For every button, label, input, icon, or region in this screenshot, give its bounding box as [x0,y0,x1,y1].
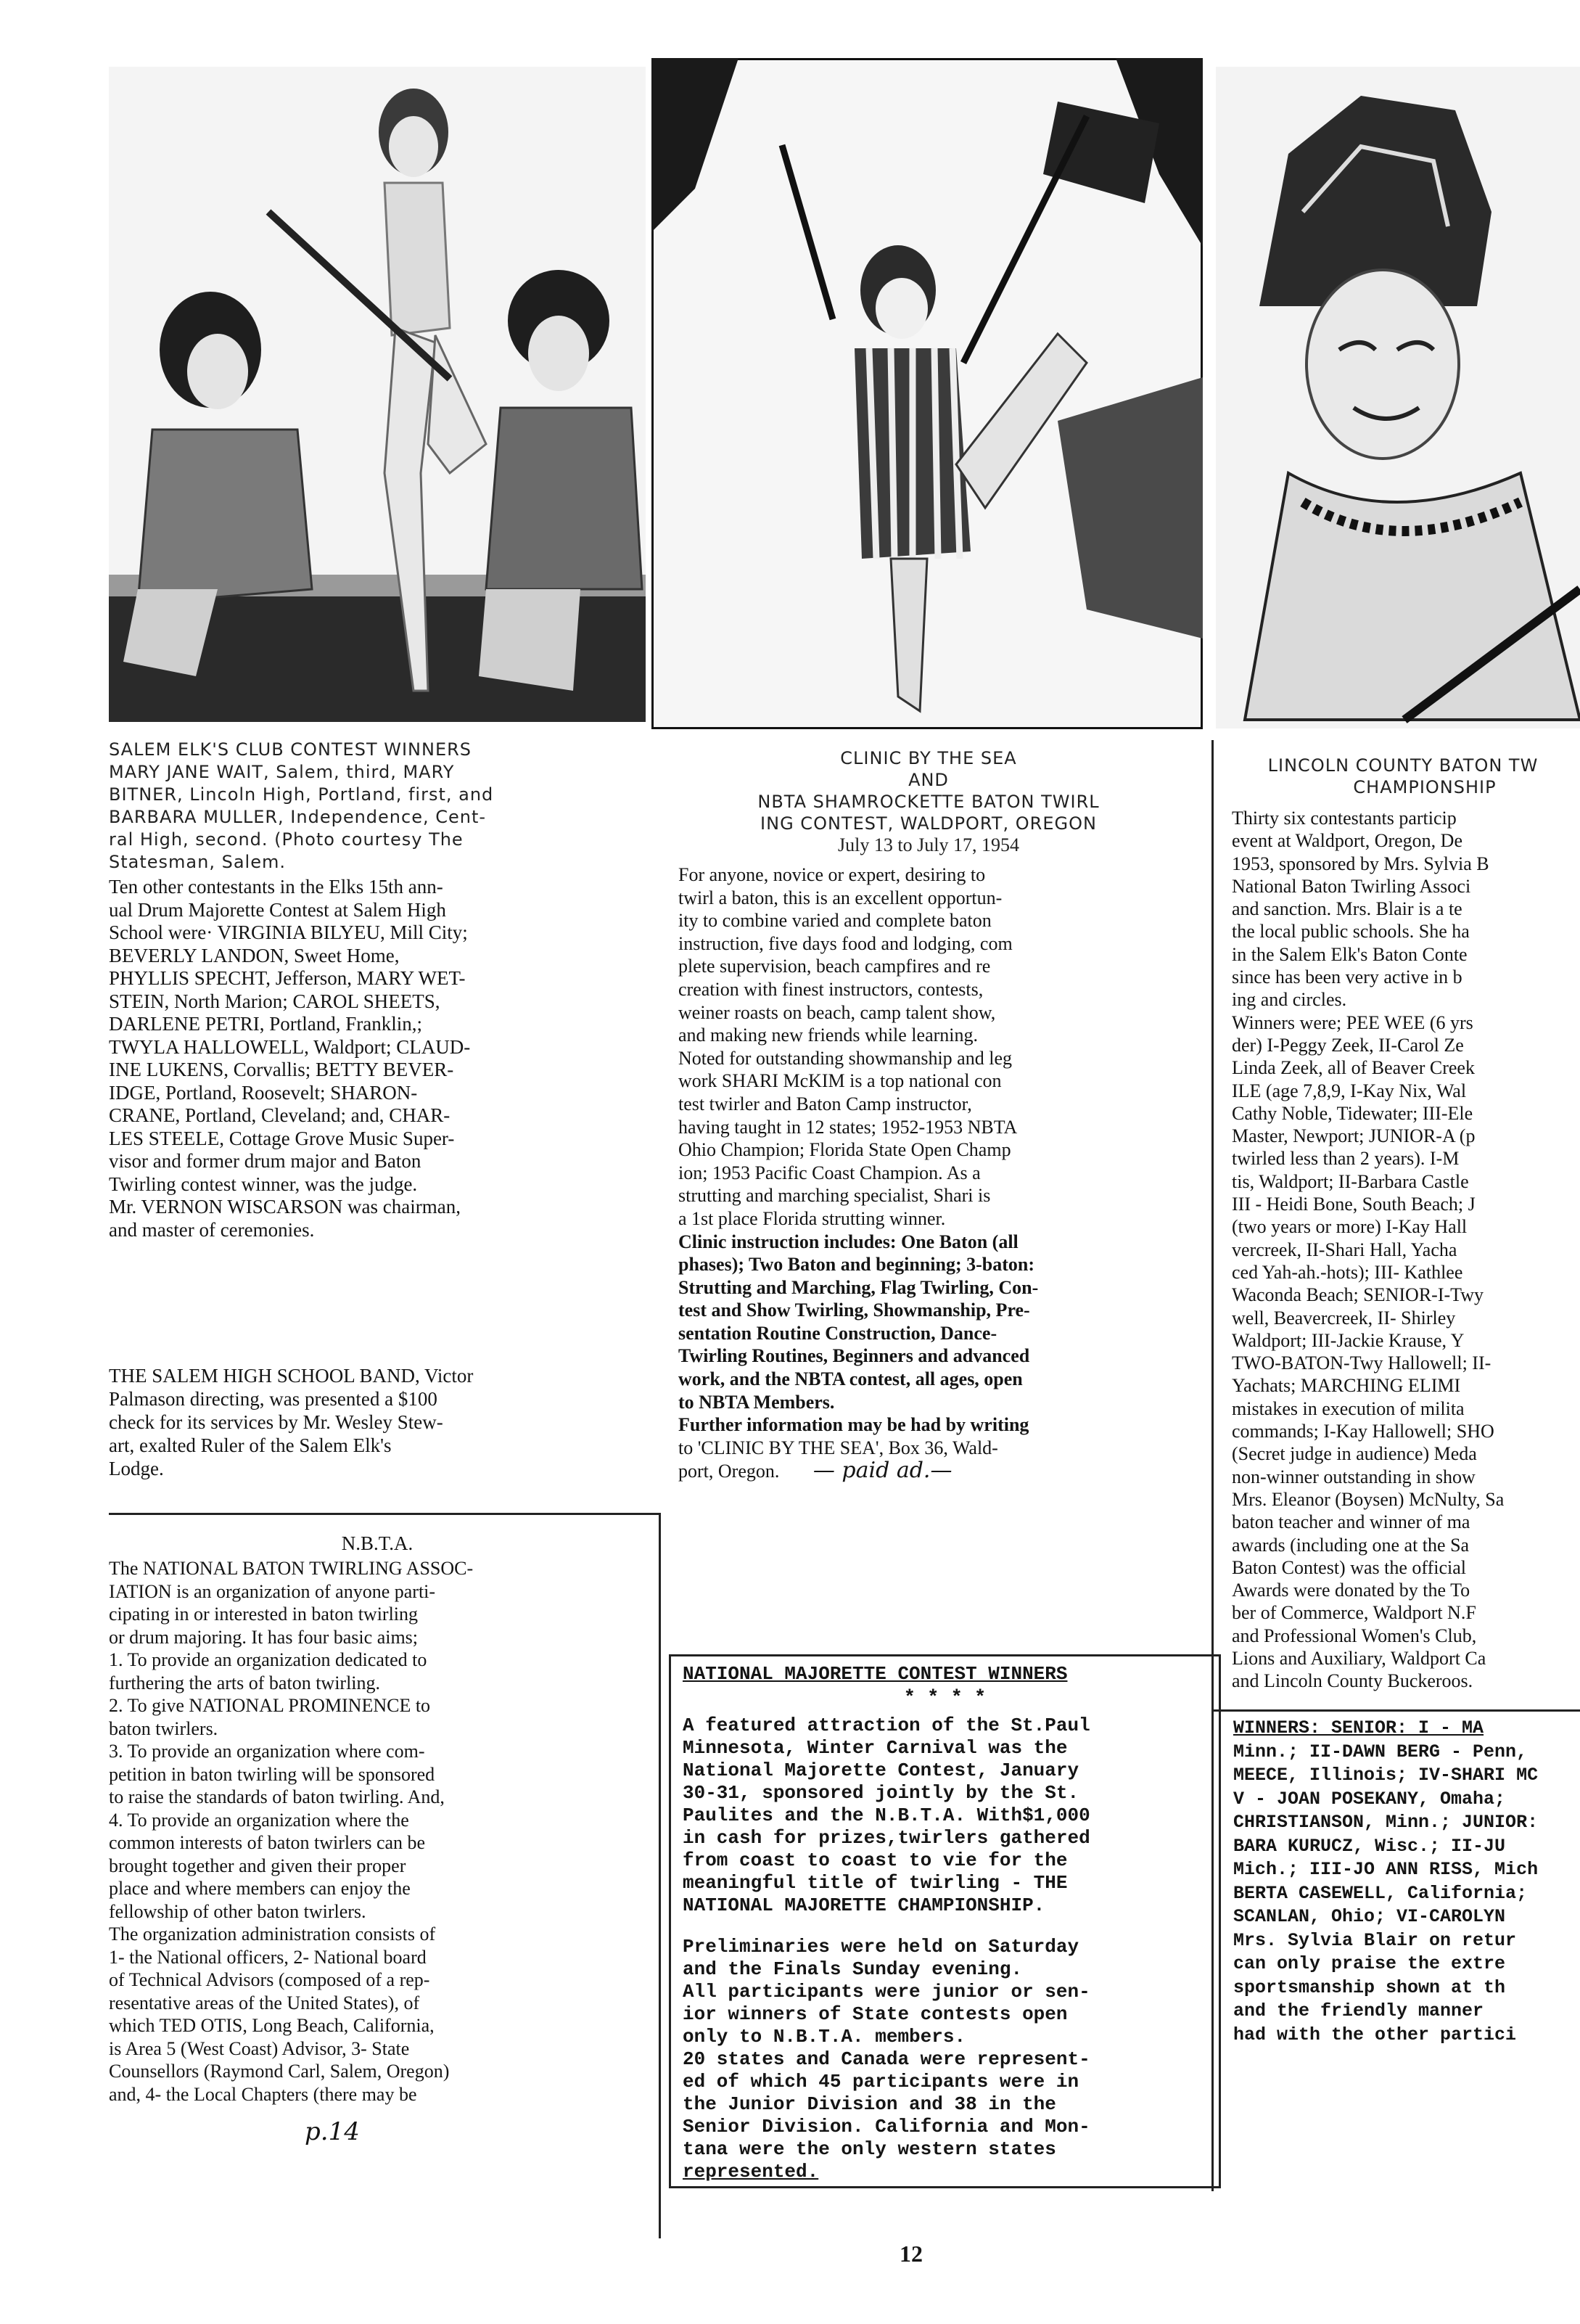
caption-line: BITNER, Lincoln High, Portland, first, and [109,784,494,805]
article-line: 20 states and Canada were represent- [683,2048,1090,2070]
caption-line: SALEM ELK'S CLUB CONTEST WINNERS [109,739,472,760]
article-line: well, Beavercreek, II- Shirley [1232,1307,1456,1329]
article-line: Linda Zeek, all of Beaver Creek [1232,1057,1475,1079]
title-line: July 13 to July 17, 1954 [838,834,1019,855]
title-line: CLINIC BY THE SEA [840,748,1017,768]
article-line: Senior Division. California and Mon- [683,2116,1090,2138]
article-line: Waconda Beach; SENIOR-I-Twy [1232,1284,1484,1306]
article-line: petition in baton twirling will be sponsored [109,1763,435,1785]
article-line: test twirler and Baton Camp instructor, [678,1093,972,1114]
article-line: Ohio Champion; Florida State Open Champ [678,1139,1011,1161]
article-line: ber of Commerce, Waldport N.F [1232,1602,1476,1624]
article-line: of Technical Advisors (composed of a rep- [109,1969,430,1990]
article-line: and, 4- the Local Chapters (there may be [109,2083,417,2105]
article-line: Twirling contest winner, was the judge. [109,1173,418,1195]
article-line: Waldport; III-Jackie Krause, Y [1232,1329,1465,1351]
lincoln-caption [1226,755,1580,798]
article-line: non-winner outstanding in show [1232,1466,1476,1487]
winners-line: BARA KURUCZ, Wisc.; II-JU [1233,1835,1506,1857]
article-line: Counsellors (Raymond Carl, Salem, Oregon) [109,2061,450,2082]
article-line: Preliminaries were held on Saturday [683,1936,1079,1958]
article-line: IDGE, Portland, Roosevelt; SHARON- [109,1081,418,1104]
article-line: ity to combine varied and complete baton [678,910,992,932]
article-line: CRANE, Portland, Cleveland; and, CHAR- [109,1104,450,1126]
article-line: TWYLA HALLOWELL, Waldport; CLAUD- [109,1035,471,1058]
article-line: ced Yah-ah.-hots); III- Kathlee [1232,1261,1463,1283]
article-line: Further information may be had by writing [678,1414,1029,1436]
article-line: A featured attraction of the St.Paul [683,1715,1090,1736]
winners-line: BERTA CASEWELL, California; [1233,1882,1528,1904]
article-line: Ten other contestants in the Elks 15th ann- [109,876,443,898]
article-line: Thirty six contestants particip [1232,808,1457,829]
winners-line: SCANLAN, Ohio; VI-CAROLYN [1233,1906,1506,1927]
article-line: Cathy Noble, Tidewater; III-Ele [1232,1102,1473,1124]
article-line: weiner roasts on beach, camp talent show, [678,1001,996,1023]
article-line: Clinic instruction includes: One Baton (all [678,1231,1019,1252]
article-line: Awards were donated by the To [1232,1580,1470,1601]
elks-article [109,876,646,1241]
lincoln-article [1232,807,1580,1693]
article-line: sentation Routine Construction, Dance- [678,1322,997,1344]
clinic-title [660,747,1197,856]
title-line: ING CONTEST, WALDPORT, OREGON [760,813,1097,834]
article-line: fellowship of other baton twirlers. [109,1900,366,1922]
caption-line: BARBARA MULLER, Independence, Cent- [109,807,487,827]
article-line: IATION is an organization of anyone parti- [109,1580,436,1602]
article-line: DARLENE PETRI, Portland, Franklin,; [109,1013,422,1035]
article-line: meaningful title of twirling - THE [683,1872,1068,1894]
article-line: STEIN, North Marion; CAROL SHEETS, [109,990,440,1012]
article-line: plete supervision, beach campfires and re [678,956,991,977]
article-line: Master, Newport; JUNIOR-A (p [1232,1125,1476,1147]
right-column-divider [1213,1709,1580,1712]
article-line: phases); Two Baton and beginning; 3-baton: [678,1254,1034,1276]
band-article [109,1364,646,1480]
winners-line: CHRISTIANSON, Minn.; JUNIOR: [1233,1812,1539,1833]
article-line: Twirling Routines, Beginners and advanced [678,1345,1030,1367]
article-line: art, exalted Ruler of the Salem Elk's [109,1434,392,1456]
article-line: National Baton Twirling Associ [1232,875,1471,897]
article-line: Yachats; MARCHING ELIMI [1232,1375,1461,1397]
article-line: Palmason directing, was presented a $100 [109,1388,437,1410]
article-line: Mrs. Eleanor (Boysen) McNulty, Sa [1232,1488,1505,1510]
photo-lincoln-champion [1216,67,1580,728]
article-line: ion; 1953 Pacific Coast Champion. As a [678,1162,981,1183]
article-line: Paulites and the N.B.T.A. With$1,000 [683,1804,1090,1826]
address-line: port, Oregon. [678,1461,780,1482]
article-line: event at Waldport, Oregon, De [1232,830,1462,852]
article-line: LES STEELE, Cottage Grove Music Super- [109,1127,455,1149]
article-line: cipating in or interested in baton twirling [109,1604,419,1625]
article-line: School were· VIRGINIA BILYEU, Mill City; [109,921,468,943]
article-line: work SHARI McKIM is a top national con [678,1070,1002,1092]
nmcw-stars: * * * * [903,1688,987,1709]
article-line: (Secret judge in audience) Meda [1232,1443,1477,1465]
article-line: baton teacher and winner of ma [1232,1511,1470,1533]
article-line: 4. To provide an organization where the [109,1809,409,1831]
caption-line: ral High, second. (Photo courtesy The [109,829,464,850]
article-line: common interests of baton twirlers can be [109,1832,426,1853]
article-line: INE LUKENS, Corvallis; BETTY BEVER- [109,1059,454,1080]
article-line: only to N.B.T.A. members. [683,2026,966,2048]
article-line: vercreek, II-Shari Hall, Yacha [1232,1239,1457,1260]
article-line: tis, Waldport; II-Barbara Castle [1232,1170,1469,1192]
article-line: the local public schools. She ha [1232,921,1470,943]
article-line: represented. [683,2161,819,2183]
article-line: 2. To give NATIONAL PROMINENCE to [109,1695,431,1716]
article-line: to raise the standards of baton twirling. And, [109,1786,445,1807]
winners-list [1233,1717,1580,2047]
article-line: or drum majoring. It has four basic aims; [109,1626,419,1648]
article-line: THE SALEM HIGH SCHOOL BAND, Victor [109,1365,474,1387]
article-line: since has been very active in b [1232,966,1462,988]
article-line: For anyone, novice or expert, desiring to [678,864,986,885]
article-line: twirled less than 2 years). I-M [1232,1148,1460,1170]
photo-elks-winners [109,67,646,722]
article-line: ual Drum Majorette Contest at Salem High [109,898,446,921]
article-line: having taught in 12 states; 1952-1953 NBTA [678,1116,1018,1138]
article-line: mistakes in execution of milita [1232,1397,1465,1419]
nmcw-paragraph-1 [683,1715,1212,1917]
article-line: baton twirlers. [109,1717,218,1739]
winners-line: Minn.; II-DAWN BERG - Penn, [1233,1741,1528,1762]
caption-line: Statesman, Salem. [109,852,286,872]
winners-line: can only praise the extre [1233,1953,1506,1974]
article-line: place and where members can enjoy the [109,1878,411,1899]
nmcw-paragraph-2 [683,1936,1212,2183]
photo-shari-mckim [651,58,1203,729]
article-line: from coast to coast to vie for the [683,1849,1068,1871]
left-middle-divider [659,1513,661,2238]
left-column-divider [109,1513,660,1515]
article-line: Strutting and Marching, Flag Twirling, Con- [678,1276,1039,1298]
article-line: 1953, sponsored by Mrs. Sylvia B [1232,853,1489,874]
article-line: twirl a baton, this is an excellent opportun- [678,887,1003,908]
article-line: III - Heidi Bone, South Beach; J [1232,1194,1476,1215]
article-line: 30-31, sponsored jointly by the St. [683,1782,1079,1804]
article-line: awards (including one at the Sa [1232,1534,1470,1556]
caption-line: LINCOLN COUNTY BATON TW [1267,755,1539,776]
article-line [678,1459,1201,1483]
article-line: test and Show Twirling, Showmanship, Pre- [678,1299,1030,1321]
article-line: in cash for prizes,twirlers gathered [683,1827,1090,1849]
article-line: The NATIONAL BATON TWIRLING ASSOC- [109,1558,474,1579]
article-line: 3. To provide an organization where com- [109,1741,425,1762]
article-line: which TED OTIS, Long Beach, California, [109,2015,435,2036]
elks-photo-caption [109,739,646,874]
article-line: The organization administration consists of [109,1923,436,1945]
article-line: and the Finals Sunday evening. [683,1958,1023,1980]
article-line: resentative areas of the United States), of [109,1992,420,2013]
winners-line: MEECE, Illinois; IV-SHARI MC [1233,1765,1539,1786]
article-line: Minnesota, Winter Carnival was the [683,1737,1068,1759]
page-number: 12 [900,2241,923,2267]
article-line: All participants were junior or sen- [683,1981,1090,2003]
article-line: strutting and marching specialist, Shari is [678,1185,991,1207]
winners-line: Mrs. Sylvia Blair on retur [1233,1929,1517,1951]
article-line: and Lincoln County Buckeroos. [1232,1670,1473,1692]
nbta-article [109,1557,646,2106]
article-line: instruction, five days food and lodging, com [678,932,1013,954]
article-line: to 'CLINIC BY THE SEA', Box 36, Wald- [678,1437,998,1458]
article-line: Lions and Auxiliary, Waldport Ca [1232,1647,1486,1669]
winners-line: sportsmanship shown at th [1233,1976,1506,1998]
article-line: ed of which 45 participants were in [683,2071,1079,2093]
article-line: furthering the arts of baton twirling. [109,1672,381,1693]
article-line: 1. To provide an organization dedicated to [109,1649,427,1670]
article-line: brought together and given their proper [109,1855,406,1876]
caption-line: MARY JANE WAIT, Salem, third, MARY [109,762,455,782]
article-line: der) I-Peggy Zeek, II-Carol Ze [1232,1034,1464,1056]
article-line: a 1st place Florida strutting winner. [678,1207,946,1229]
clinic-article [678,863,1201,1483]
title-line: NBTA SHAMROCKETTE BATON TWIRL [757,792,1100,812]
article-line: the Junior Division and 38 in the [683,2093,1056,2115]
article-line: TWO-BATON-Twy Hallowell; II- [1232,1352,1491,1374]
nbta-heading: N.B.T.A. [341,1532,413,1554]
article-line: check for its services by Mr. Wesley Stew- [109,1411,443,1433]
article-line: visor and former drum major and Baton [109,1150,421,1172]
nmcw-title: NATIONAL MAJORETTE CONTEST WINNERS [683,1663,1068,1685]
article-line: BEVERLY LANDON, Sweet Home, [109,944,400,966]
article-line: creation with finest instructors, contests, [678,978,984,1000]
article-line: National Majorette Contest, January [683,1760,1079,1781]
article-line: and master of ceremonies. [109,1218,315,1241]
article-line: Mr. VERNON WISCARSON was chairman, [109,1196,461,1218]
article-line: ILE (age 7,8,9, I-Kay Nix, Wal [1232,1080,1467,1101]
caption-line: CHAMPIONSHIP [1353,777,1497,797]
article-line: Lodge. [109,1458,164,1479]
article-line: and making new friends while learning. [678,1025,978,1046]
title-line: AND [908,770,949,790]
winners-line: V - JOAN POSEKANY, Omaha; [1233,1788,1506,1810]
article-line: and sanction. Mrs. Blair is a te [1232,898,1462,920]
article-line: Winners were; PEE WEE (6 yrs [1232,1011,1473,1033]
article-line: to NBTA Members. [678,1391,835,1413]
winners-line: had with the other partici [1233,2024,1517,2045]
paid-ad-note: — paid ad.— [812,1458,952,1484]
article-line: and Professional Women's Club, [1232,1625,1477,1646]
middle-right-divider [1211,740,1214,2191]
article-line: in the Salem Elk's Baton Conte [1232,943,1468,965]
article-line: Noted for outstanding showmanship and leg [678,1047,1012,1069]
article-line: ing and circles. [1232,989,1347,1011]
article-line: Baton Contest) was the official [1232,1556,1467,1578]
article-line: NATIONAL MAJORETTE CHAMPIONSHIP. [683,1894,1045,1916]
handwritten-page-note: p.14 [305,2117,360,2146]
winners-line: and the friendly manner [1233,2000,1484,2021]
article-line: 1- the National officers, 2- National board [109,1946,427,1968]
winners-line: WINNERS: SENIOR: I - MA [1233,1717,1484,1738]
article-line: is Area 5 (West Coast) Advisor, 3- State [109,2037,410,2059]
article-line: PHYLLIS SPECHT, Jefferson, MARY WET- [109,967,466,989]
article-line: commands; I-Kay Hallowell; SHO [1232,1421,1494,1442]
article-line: work, and the NBTA contest, all ages, open [678,1368,1023,1390]
article-line: tana were the only western states [683,2138,1056,2160]
article-line: (two years or more) I-Kay Hall [1232,1216,1468,1238]
article-line: ior winners of State contests open [683,2003,1068,2025]
nmcw-box [669,1654,1221,2188]
winners-line: Mich.; III-JO ANN RISS, Mich [1233,1859,1539,1880]
